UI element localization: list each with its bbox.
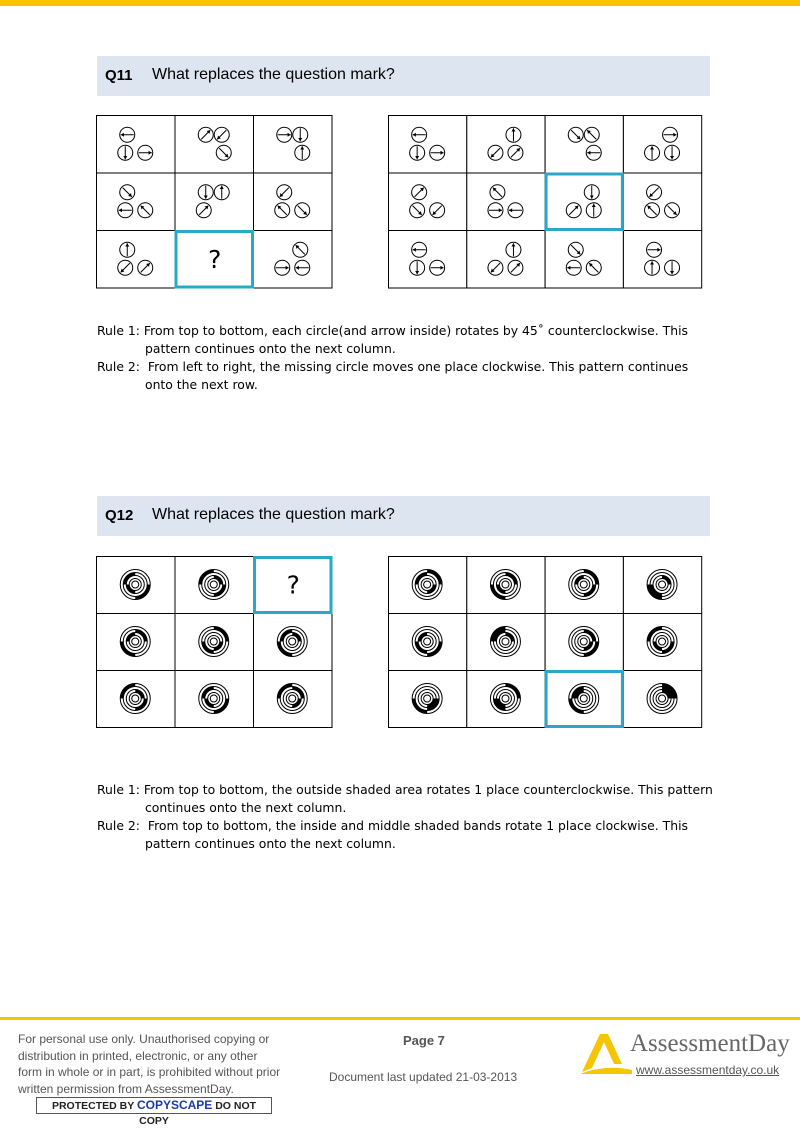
q12-q-cell-2-0 <box>97 671 176 728</box>
q11-q-cell-2-0 <box>97 231 176 289</box>
q12-q-cell-2-2 <box>254 671 333 728</box>
q12-a-cell-0-1 <box>467 557 545 614</box>
logo-name: AssessmentDay <box>630 1030 790 1057</box>
q11-q-cell-1-0 <box>97 173 176 231</box>
q11-a-cell-1-1 <box>467 173 545 231</box>
copyscape-badge[interactable]: PROTECTED BY COPYSCAPE DO NOT COPY <box>36 1097 272 1114</box>
q12-number: Q12 <box>105 507 134 524</box>
top-accent-bar <box>0 0 800 6</box>
q12-prompt: What replaces the question mark? <box>152 506 395 523</box>
q12-q-cell-1-0 <box>97 614 176 671</box>
q11-answer-grid <box>388 115 702 288</box>
q12-rule-1: Rule 1: From top to bottom, the outside shaded area rotates 1 place counterclockwise. This pattern continues onto the next column. <box>97 782 713 815</box>
q12-question-mark: ? <box>286 570 300 600</box>
copyright-notice: For personal use only. Unauthorised copying or distribution in printed, electronic, or any other form in whole or in part, is prohibited without prior written permission from AssessmentDay. <box>18 1032 281 1096</box>
q12-a-cell-0-2 <box>545 557 623 614</box>
q11-a-cell-0-3 <box>623 116 701 174</box>
q12-a-cell-0-0 <box>389 557 467 614</box>
logo-url-link[interactable]: www.assessmentday.co.uk <box>636 1063 780 1077</box>
q12-a-cell-1-3 <box>623 614 701 671</box>
q11-q-cell-1-2 <box>254 173 333 231</box>
q12-q-cell-1-1 <box>175 614 254 671</box>
q11-q-cell-1-1 <box>175 173 254 231</box>
q12-q-cell-0-0 <box>97 557 176 614</box>
q12-a-cell-2-3 <box>623 671 701 728</box>
q11-a-cell-0-1 <box>467 116 545 174</box>
q12-question-grid <box>96 556 332 728</box>
q11-a-cell-1-2 <box>545 173 623 231</box>
q11-rule-1: Rule 1: From top to bottom, each circle(and arrow inside) rotates by 45˚ counterclockwise. This pattern continues onto the next column. <box>97 323 688 356</box>
document-date: Document last updated 21-03-2013 <box>329 1070 518 1084</box>
q12-answer-grid <box>388 556 702 728</box>
q12-a-cell-2-1 <box>467 671 545 728</box>
q12-q-cell-1-2 <box>254 614 333 671</box>
q11-a-cell-2-1 <box>467 231 545 289</box>
q12-a-cell-2-2 <box>545 671 623 728</box>
q11-a-cell-0-2 <box>545 116 623 174</box>
footer-accent-bar <box>0 1017 800 1020</box>
q11-number: Q11 <box>105 67 133 84</box>
q11-a-cell-2-0 <box>389 231 467 289</box>
q11-question-mark: ? <box>208 244 222 274</box>
q11-q-cell-0-0 <box>97 116 176 174</box>
q12-a-cell-1-2 <box>545 614 623 671</box>
q11-a-cell-1-0 <box>389 173 467 231</box>
q11-rule-2: Rule 2: From left to right, the missing circle moves one place clockwise. This pattern continues onto the next row. <box>97 359 689 392</box>
page-number: Page 7 <box>403 1033 445 1048</box>
q11-q-cell-0-1 <box>175 116 254 174</box>
q11-question-grid <box>96 115 332 288</box>
q11-q-cell-2-2 <box>254 231 333 289</box>
q12-header <box>97 496 710 536</box>
q11-a-cell-2-3 <box>623 231 701 289</box>
q12-a-cell-1-0 <box>389 614 467 671</box>
q11-q-cell-0-2 <box>254 116 333 174</box>
q12-q-cell-2-1 <box>175 671 254 728</box>
q11-prompt: What replaces the question mark? <box>152 66 395 83</box>
q12-rule-2: Rule 2: From top to bottom, the inside and middle shaded bands rotate 1 place clockwise. This pattern continues onto the next column. <box>97 818 689 851</box>
q11-a-cell-0-0 <box>389 116 467 174</box>
q12-a-cell-0-3 <box>623 557 701 614</box>
q11-header <box>97 56 710 96</box>
q12-a-cell-1-1 <box>467 614 545 671</box>
q11-a-cell-2-2 <box>545 231 623 289</box>
q12-q-cell-0-1 <box>175 557 254 614</box>
q11-a-cell-1-3 <box>623 173 701 231</box>
q12-a-cell-2-0 <box>389 671 467 728</box>
assessmentday-logo-icon <box>578 1030 634 1076</box>
